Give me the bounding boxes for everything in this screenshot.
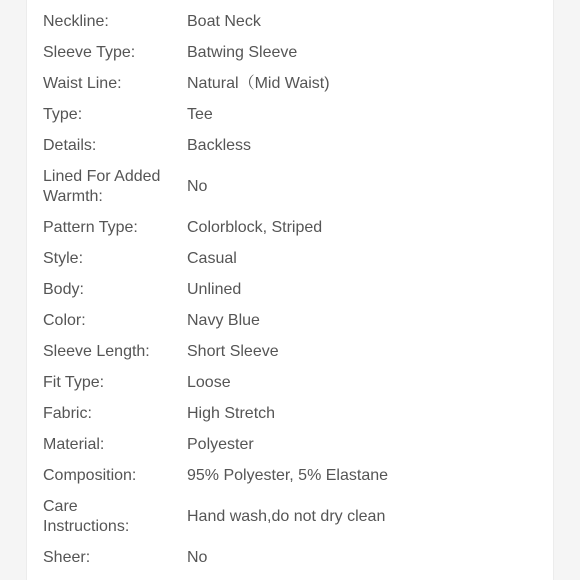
spec-row-care-instructions bbox=[43, 491, 543, 542]
spec-value: No bbox=[187, 548, 208, 566]
spec-row-sleeve-length bbox=[43, 336, 543, 367]
spec-label: Lined For Added Warmth: bbox=[43, 167, 161, 205]
spec-row-fit-type bbox=[43, 367, 543, 398]
spec-value: No bbox=[187, 177, 208, 195]
spec-label: Color: bbox=[43, 311, 86, 329]
spec-label: Sheer: bbox=[43, 548, 91, 566]
spec-row-fabric bbox=[43, 398, 543, 429]
spec-value: Loose bbox=[187, 373, 231, 391]
spec-value: Short Sleeve bbox=[187, 342, 279, 360]
spec-label: Waist Line: bbox=[43, 74, 122, 92]
spec-label: Material: bbox=[43, 435, 105, 453]
spec-label: Pattern Type: bbox=[43, 218, 138, 236]
spec-value: Polyester bbox=[187, 435, 254, 453]
product-details-panel bbox=[26, 0, 554, 580]
spec-label: Care Instructions: bbox=[43, 497, 130, 535]
spec-value: Navy Blue bbox=[187, 311, 260, 329]
spec-row-composition bbox=[43, 460, 543, 491]
spec-row-material bbox=[43, 429, 543, 460]
spec-value: Natural（Mid Waist) bbox=[187, 74, 330, 92]
spec-value: Hand wash,do not dry clean bbox=[187, 507, 386, 525]
spec-row-body bbox=[43, 274, 543, 305]
spec-value: Boat Neck bbox=[187, 12, 261, 30]
spec-row-sheer bbox=[43, 542, 543, 573]
spec-label: Fabric: bbox=[43, 404, 92, 422]
spec-row-details bbox=[43, 130, 543, 161]
spec-value: Unlined bbox=[187, 280, 242, 298]
spec-row-waist-line bbox=[43, 68, 543, 99]
spec-row-pattern-type bbox=[43, 212, 543, 243]
spec-label: Composition: bbox=[43, 466, 137, 484]
spec-value: 95% Polyester, 5% Elastane bbox=[187, 466, 389, 484]
spec-value: Colorblock, Striped bbox=[187, 218, 323, 236]
spec-label: Sleeve Length: bbox=[43, 342, 150, 360]
spec-label: Sleeve Type: bbox=[43, 43, 136, 61]
spec-label: Style: bbox=[43, 249, 84, 267]
spec-row-type bbox=[43, 99, 543, 130]
spec-label: Fit Type: bbox=[43, 373, 105, 391]
spec-row-sleeve-type bbox=[43, 37, 543, 68]
spec-label: Body: bbox=[43, 280, 84, 298]
spec-value: High Stretch bbox=[187, 404, 276, 422]
spec-value: Tee bbox=[187, 105, 213, 123]
spec-list bbox=[43, 6, 543, 573]
spec-value: Casual bbox=[187, 249, 237, 267]
spec-row-color bbox=[43, 305, 543, 336]
spec-row-style bbox=[43, 243, 543, 274]
spec-label: Neckline: bbox=[43, 12, 109, 30]
spec-label: Details: bbox=[43, 136, 97, 154]
spec-row-neckline bbox=[43, 6, 543, 37]
spec-value: Batwing Sleeve bbox=[187, 43, 298, 61]
spec-value: Backless bbox=[187, 136, 252, 154]
spec-label: Type: bbox=[43, 105, 83, 123]
spec-row-lined-for-warmth bbox=[43, 161, 543, 212]
